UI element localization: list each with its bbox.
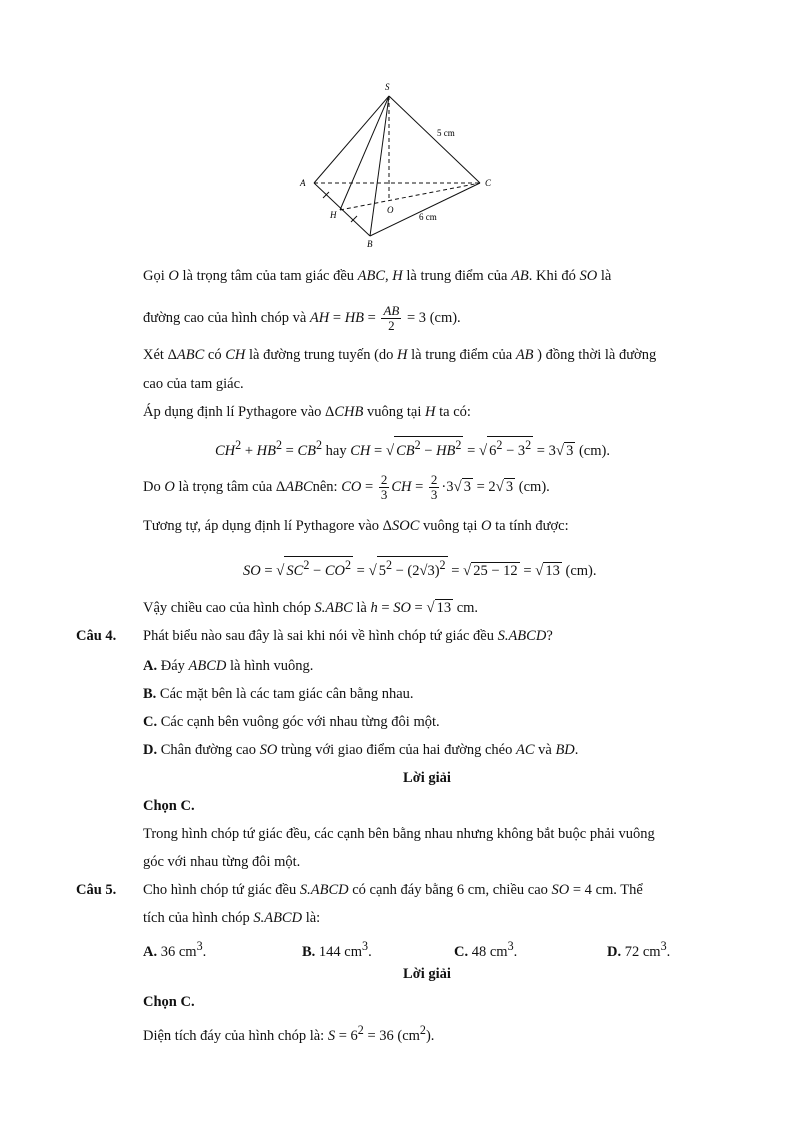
explanation-line: góc với nhau từng đôi một. (143, 854, 301, 870)
question-5-stem: Cho hình chóp tứ giác đều S.ABCD có cạnh đáy bằng 6 cm, chiều cao SO = 4 cm. Thể (143, 882, 643, 898)
equation-2: SO = √ $SC^2 - CO^2$ = √ $5^2 - (2√3)^2$ = √ 25 − 12 = √ 13 (cm). (243, 558, 597, 579)
option-c[interactable]: C. 48 $cm^3$. (454, 939, 518, 960)
label-b: B (367, 239, 373, 249)
option-d[interactable]: D. Chân đường cao SO trùng với giao điểm của hai đường chéo AC và BD. (143, 742, 579, 758)
answer-choice: Chọn C. (143, 798, 195, 814)
label-s: S (385, 82, 390, 92)
solution-heading: Lời giải (403, 770, 451, 786)
option-a[interactable]: A. Đáy ABCD là hình vuông. (143, 658, 314, 674)
label-c: C (485, 178, 492, 188)
question-4-label: Câu 4. (76, 628, 117, 644)
option-c[interactable]: C. Các cạnh bên vuông góc với nhau từng đôi một. (143, 714, 440, 730)
edge-label-sc: 5 cm (437, 128, 455, 138)
text-line: Gọi O là trọng tâm của tam giác đều ABC, H là trung điểm của AB. Khi đó SO là (143, 268, 612, 284)
edge-label-bc: 6 cm (419, 212, 437, 222)
text-line: Vậy chiều cao của hình chóp S.ABC là h = SO = √ 13 cm. (143, 600, 479, 616)
text-line: đường cao của hình chóp và AH = HB = $\frac{AB}{2}$ = 3 (cm). (143, 303, 461, 334)
option-d[interactable]: D. 72 $cm^3$. (607, 939, 671, 960)
label-o: O (387, 205, 394, 215)
text-line: Xét ΔABC có CH là đường trung tuyến (do H là trung điểm của AB ) đồng thời là đường (143, 347, 657, 363)
label-a: A (300, 178, 306, 188)
question-5-label: Câu 5. (76, 882, 117, 898)
label-h: H (330, 210, 337, 220)
answer-choice: Chọn C. (143, 994, 195, 1010)
pyramid-figure (0, 0, 794, 260)
option-b[interactable]: B. Các mặt bên là các tam giác cân bằng nhau. (143, 686, 414, 702)
option-a[interactable]: A. 36 $cm^3$. (143, 939, 207, 960)
text-line: cao của tam giác. (143, 376, 244, 392)
explanation-line: Trong hình chóp tứ giác đều, các cạnh bên bằng nhau nhưng không bắt buộc phải vuông (143, 826, 655, 842)
solution-heading: Lời giải (403, 966, 451, 982)
question-4-stem: Phát biểu nào sau đây là sai khi nói về hình chóp tứ giác đều S.ABCD? (143, 628, 553, 644)
equation-1: $CH^2 + HB^2 = CB^2$ hay CH = √ $CB^2 - HB^2$ = √ $6^2 - 3^2 = 3√$ 3 (cm). (215, 438, 610, 459)
explanation-line: Diện tích đáy của hình chóp là: $S = 6^2 = 36$ $(cm^2)$. (143, 1023, 435, 1044)
text-line: Do O là trọng tâm của ΔABCnên: CO = $\frac{2}{3}$ CH = $\frac{2}{3}$ ·3√ 3 = 2√ 3 (cm). (143, 472, 550, 503)
option-b[interactable]: B. 144 $cm^3$. (302, 939, 372, 960)
text-line: Tương tự, áp dụng định lí Pythagore vào ΔSOC vuông tại O ta tính được: (143, 518, 569, 534)
text-line: Áp dụng định lí Pythagore vào ΔCHB vuông tại H ta có: (143, 404, 471, 420)
question-5-stem: tích của hình chóp S.ABCD là: (143, 910, 321, 926)
